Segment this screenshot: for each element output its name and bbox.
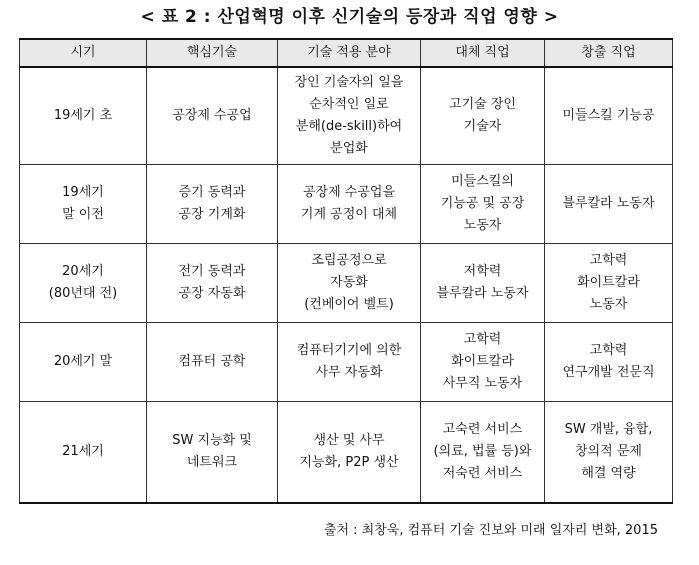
header-replaced-jobs: 대체 직업	[421, 39, 545, 67]
cell-line: 20세기	[62, 264, 104, 279]
cell-line: 사무직 노동자	[442, 376, 523, 391]
cell-line: 미들스킬 기능공	[562, 108, 655, 123]
cell-application-area	[278, 165, 421, 244]
cell-line: SW 개발, 융합,	[564, 422, 653, 437]
cell-line: 화이트칼라	[577, 275, 640, 290]
table-title: < 표 2 : 산업혁명 이후 신기술의 등장과 직업 영향 >	[140, 7, 559, 27]
cell-line: 19세기 초	[53, 108, 113, 123]
cell-line: 노동자	[589, 297, 628, 312]
cell-application-area	[278, 244, 421, 323]
cell-line: 컴퓨터기기에 의한	[296, 343, 402, 358]
cell-line: 연구개발 전문직	[562, 365, 655, 380]
cell-line: 고기술 장인	[449, 97, 516, 112]
cell-line: 기계 공정이 대체	[300, 207, 398, 222]
cell-line: 분업화	[330, 141, 368, 156]
cell-line: 화이트칼라	[451, 354, 514, 369]
cell-line: 기술자	[463, 119, 502, 134]
cell-line: 저학력	[463, 264, 502, 279]
cell-line: 19세기	[62, 185, 104, 200]
table-row	[20, 67, 673, 165]
source-citation: 출처 : 최창욱, 컴퓨터 기술 진보와 미래 일자리 변화, 2015	[323, 523, 658, 538]
cell-replaced-jobs	[421, 402, 545, 504]
cell-replaced-jobs	[421, 244, 545, 323]
cell-line: 창의적 문제	[575, 444, 642, 459]
cell-period	[20, 244, 147, 323]
cell-created-jobs	[545, 244, 673, 323]
cell-core-technology	[147, 165, 278, 244]
cell-created-jobs	[545, 165, 673, 244]
cell-application-area	[278, 323, 421, 402]
cell-application-area	[278, 67, 421, 165]
cell-line: 순차적인 일로	[309, 97, 389, 112]
cell-line: 20세기 말	[53, 354, 113, 369]
cell-period	[20, 402, 147, 504]
cell-line: 고숙련 서비스	[442, 422, 523, 437]
header-application-area: 기술 적용 분야	[278, 39, 421, 67]
cell-line: 고학력	[589, 343, 628, 358]
cell-line: 사무 자동화	[315, 365, 383, 380]
cell-created-jobs	[545, 402, 673, 504]
cell-line: (의료, 법률 등)와	[433, 444, 532, 459]
header-core-technology: 핵심기술	[147, 39, 278, 67]
cell-line: 기능공 및 공장	[440, 196, 525, 211]
cell-core-technology	[147, 323, 278, 402]
cell-created-jobs	[545, 67, 673, 165]
cell-line: 공장 기계화	[178, 207, 246, 222]
cell-line: 생산 및 사무	[313, 433, 385, 448]
table-row	[20, 244, 673, 323]
cell-line: 공장제 수공업을	[302, 185, 396, 200]
cell-line: 해결 역량	[581, 466, 636, 481]
cell-line: 미들스킬의	[451, 174, 514, 189]
cell-line: SW 지능화 및	[172, 433, 252, 448]
cell-line: 네트워크	[186, 455, 238, 470]
cell-line: 공장 자동화	[178, 286, 246, 301]
cell-core-technology	[147, 67, 278, 165]
cell-line: 지능화, P2P 생산	[299, 455, 399, 470]
cell-line: (컨베이어 벨트)	[304, 297, 394, 312]
cell-line: 전기 동력과	[178, 264, 246, 279]
cell-core-technology	[147, 402, 278, 504]
cell-line: 자동화	[330, 275, 368, 290]
header-period: 시기	[20, 39, 147, 67]
cell-replaced-jobs	[421, 67, 545, 165]
cell-line: 컴퓨터 공학	[178, 354, 246, 369]
cell-line: 공장제 수공업	[172, 108, 252, 123]
cell-replaced-jobs	[421, 165, 545, 244]
cell-line: 노동자	[463, 218, 502, 233]
cell-line: 증기 동력과	[178, 185, 246, 200]
table-row	[20, 323, 673, 402]
header-created-jobs: 창출 직업	[545, 39, 673, 67]
cell-line: 고학력	[589, 253, 628, 268]
cell-created-jobs	[545, 323, 673, 402]
cell-application-area	[278, 402, 421, 504]
cell-replaced-jobs	[421, 323, 545, 402]
job-impact-table	[19, 38, 673, 504]
cell-line: 말 이전	[62, 207, 104, 222]
cell-line: 저숙련 서비스	[442, 466, 523, 481]
cell-period	[20, 67, 147, 165]
cell-period	[20, 323, 147, 402]
cell-line: (80년대 전)	[48, 286, 118, 301]
table-row	[20, 165, 673, 244]
header-row	[20, 39, 673, 67]
table-row	[20, 402, 673, 504]
cell-line: 블루칼라 노동자	[562, 196, 655, 211]
cell-period	[20, 165, 147, 244]
cell-line: 블루칼라 노동자	[436, 286, 529, 301]
cell-line: 분해(de-skill)하여	[295, 119, 403, 134]
cell-core-technology	[147, 244, 278, 323]
cell-line: 조립공정으로	[311, 253, 387, 268]
cell-line: 장인 기술자의 일을	[294, 75, 404, 90]
cell-line: 고학력	[463, 332, 502, 347]
cell-line: 21세기	[62, 444, 104, 459]
